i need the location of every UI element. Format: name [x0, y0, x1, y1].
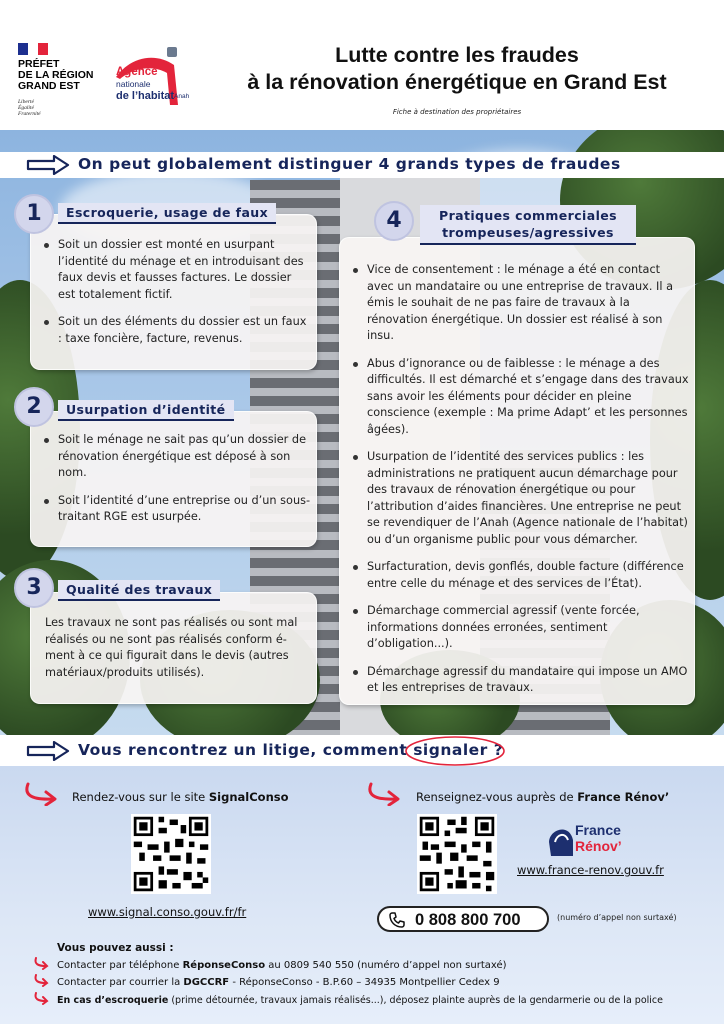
- also-item-text: au 0809 540 550 (numéro d’appel non surtaxé): [265, 960, 507, 971]
- devise-line: Liberté: [18, 99, 34, 105]
- fraud-card-4: [339, 237, 695, 705]
- list-item: Soit le ménage ne sait pas qu’un dossier de rénovation énergétique est déposé à son nom.: [41, 432, 311, 482]
- devise: [18, 99, 41, 117]
- arrow-right-icon: [26, 741, 70, 761]
- arrow-right-icon: [26, 155, 70, 175]
- signalconso-link[interactable]: www.signal.conso.gouv.fr/fr: [88, 905, 247, 919]
- devise-line: Égalité: [18, 105, 34, 111]
- section-title: On peut globalement distinguer 4 grands types de fraudes: [78, 155, 621, 173]
- card-number: 1: [14, 194, 54, 234]
- card-text: Les travaux ne sont pas réalisés ou sont mal réalisés ou ne sont pas réalisés conform é-ment à ce qui figurait dans le devis (autres matériaux/produits utilisés).: [45, 616, 298, 679]
- list-item: Surfacturation, devis gonflés, double facture (différence entre celle du ménage et des services de l’État).: [350, 559, 690, 592]
- anah-habitat: de l’habitat: [116, 90, 175, 102]
- anah-logo-text: [116, 66, 174, 102]
- red-arrow-icon: [33, 956, 51, 970]
- list-item: Démarchage commercial agressif (vente forcée, informations données erronées, sentiment d’obligation...).: [350, 603, 690, 653]
- card-number: 3: [14, 568, 54, 608]
- prefet-logo-text: [18, 59, 93, 92]
- fraud-card-2: [30, 411, 317, 547]
- card-number: 2: [14, 387, 54, 427]
- phone-number-pill[interactable]: [377, 906, 549, 932]
- red-arrow-icon: [33, 973, 51, 987]
- also-item-text: - RéponseConso - B.P.60 – 34935 Montpellier Cedex 9: [229, 977, 500, 988]
- devise-line: Fraternité: [18, 111, 41, 117]
- france-renov-instruction: [416, 790, 669, 804]
- page-title: [212, 42, 702, 96]
- instruction-text: Rendez-vous sur le site: [72, 790, 209, 804]
- phone-icon: [389, 912, 405, 928]
- list-item: Vice de consentement : le ménage a été en contact avec un mandataire ou une entreprise de travaux. Il a émis le souhait de ne pas faire de travaux à la rénovation énergétique. Un dossier est réalisé à son insu.: [350, 262, 690, 345]
- red-arrow-icon: [22, 780, 62, 806]
- card-title-line: trompeuses/agressives: [442, 225, 614, 240]
- hand-drawn-circle-icon: [403, 734, 507, 768]
- list-item: Soit un des éléments du dossier est un faux : taxe foncière, facture, revenus.: [41, 314, 311, 347]
- also-item-bold: DGCCRF: [183, 977, 230, 988]
- also-item-bold: RéponseConso: [182, 960, 266, 971]
- list-item: Démarchage agressif du mandataire qui impose un AMO et les entreprises de travaux.: [350, 664, 690, 697]
- signalconso-instruction: [72, 790, 289, 804]
- red-arrow-icon: [33, 991, 51, 1005]
- instruction-bold: France Rénov’: [577, 790, 670, 804]
- qr-code-france-renov-icon[interactable]: [417, 814, 497, 894]
- card-title: Escroquerie, usage de faux: [58, 203, 276, 224]
- also-item-text: Contacter par courrier la: [57, 977, 184, 988]
- anah-nationale: nationale: [116, 79, 151, 89]
- also-title: Vous pouvez aussi :: [57, 942, 174, 954]
- phone-note: (numéro d’appel non surtaxé): [557, 913, 677, 922]
- instruction-bold: SignalConso: [208, 790, 289, 804]
- title-part: Vous rencontrez un litige, comment: [78, 741, 414, 759]
- phone-number: 0 808 800 700: [415, 911, 521, 929]
- logo-line: France: [575, 822, 621, 838]
- title-line-2: à la rénovation énergétique en Grand Est: [247, 70, 667, 94]
- card-title: Usurpation d’identité: [58, 400, 234, 421]
- also-item: [57, 995, 663, 1006]
- also-item-bold: En cas d’escroquerie: [57, 995, 169, 1006]
- fraud-card-1: [30, 214, 317, 370]
- section-banner-types: [0, 152, 724, 178]
- highlight-word: [413, 741, 488, 759]
- title-highlight: signaler: [413, 741, 488, 759]
- title-part: ?: [487, 741, 504, 759]
- card-number: 4: [374, 201, 414, 241]
- french-flag-icon: [18, 43, 48, 55]
- list-item: Usurpation de l’identité des services publics : les administrations ne pratiquent aucun démarchage pour des travaux de rénovation énergétique ou pour l’attribution d’aides financières. Une entreprise ne peut se revendiquer de l’Anah (Agence nationale de l’habitat) ou d’un organisme public pour vous démarcher.: [350, 449, 690, 548]
- prefet-line: DE LA RÉGION: [18, 69, 94, 81]
- title-line-1: Lutte contre les fraudes: [335, 43, 579, 67]
- france-renov-link[interactable]: www.france-renov.gouv.fr: [517, 863, 664, 877]
- list-item: Soit un dossier est monté en usurpant l’identité du ménage et en introduisant des faux devis et fausses factures. Le dossier est totalement fictif.: [41, 237, 311, 303]
- card-title-line: Pratiques commerciales: [439, 208, 617, 223]
- red-arrow-icon: [365, 780, 405, 806]
- fraud-card-3: [30, 592, 317, 704]
- also-item: [57, 960, 507, 971]
- instruction-text: Renseignez-vous auprès de: [416, 790, 578, 804]
- list-item: Abus d’ignorance ou de faiblesse : le ménage a des difficultés. Il est démarché et s’engage dans des travaux sans avoir les éléments pour décider en pleine conscience (exemple : Ma prime Adapt’ et les personnes âgées).: [350, 356, 690, 439]
- prefet-line: PRÉFET: [18, 58, 60, 70]
- france-renov-logo-text: [575, 822, 622, 854]
- also-item-text: Contacter par téléphone: [57, 960, 183, 971]
- card-title: [420, 205, 636, 245]
- prefet-line: GRAND EST: [18, 80, 80, 92]
- card-title: Qualité des travaux: [58, 580, 220, 601]
- section-banner-report: [0, 736, 724, 766]
- logo-line: Rénov’: [575, 838, 622, 854]
- anah-agence: Agence: [116, 66, 158, 78]
- also-item-text: (prime détournée, travaux jamais réalisés...), déposez plainte auprès de la gendarmerie ou de la police: [168, 995, 663, 1006]
- section-title: [78, 741, 503, 759]
- page-subtitle: Fiche à destination des propriétaires: [392, 108, 522, 116]
- header: [0, 35, 724, 130]
- list-item: Soit l’identité d’une entreprise ou d’un sous-traitant RGE est usurpée.: [41, 493, 311, 526]
- anah-abbr: Anah: [174, 93, 190, 100]
- also-item: [57, 977, 500, 988]
- report-section: [0, 766, 724, 1024]
- qr-code-signalconso-icon[interactable]: [131, 814, 211, 894]
